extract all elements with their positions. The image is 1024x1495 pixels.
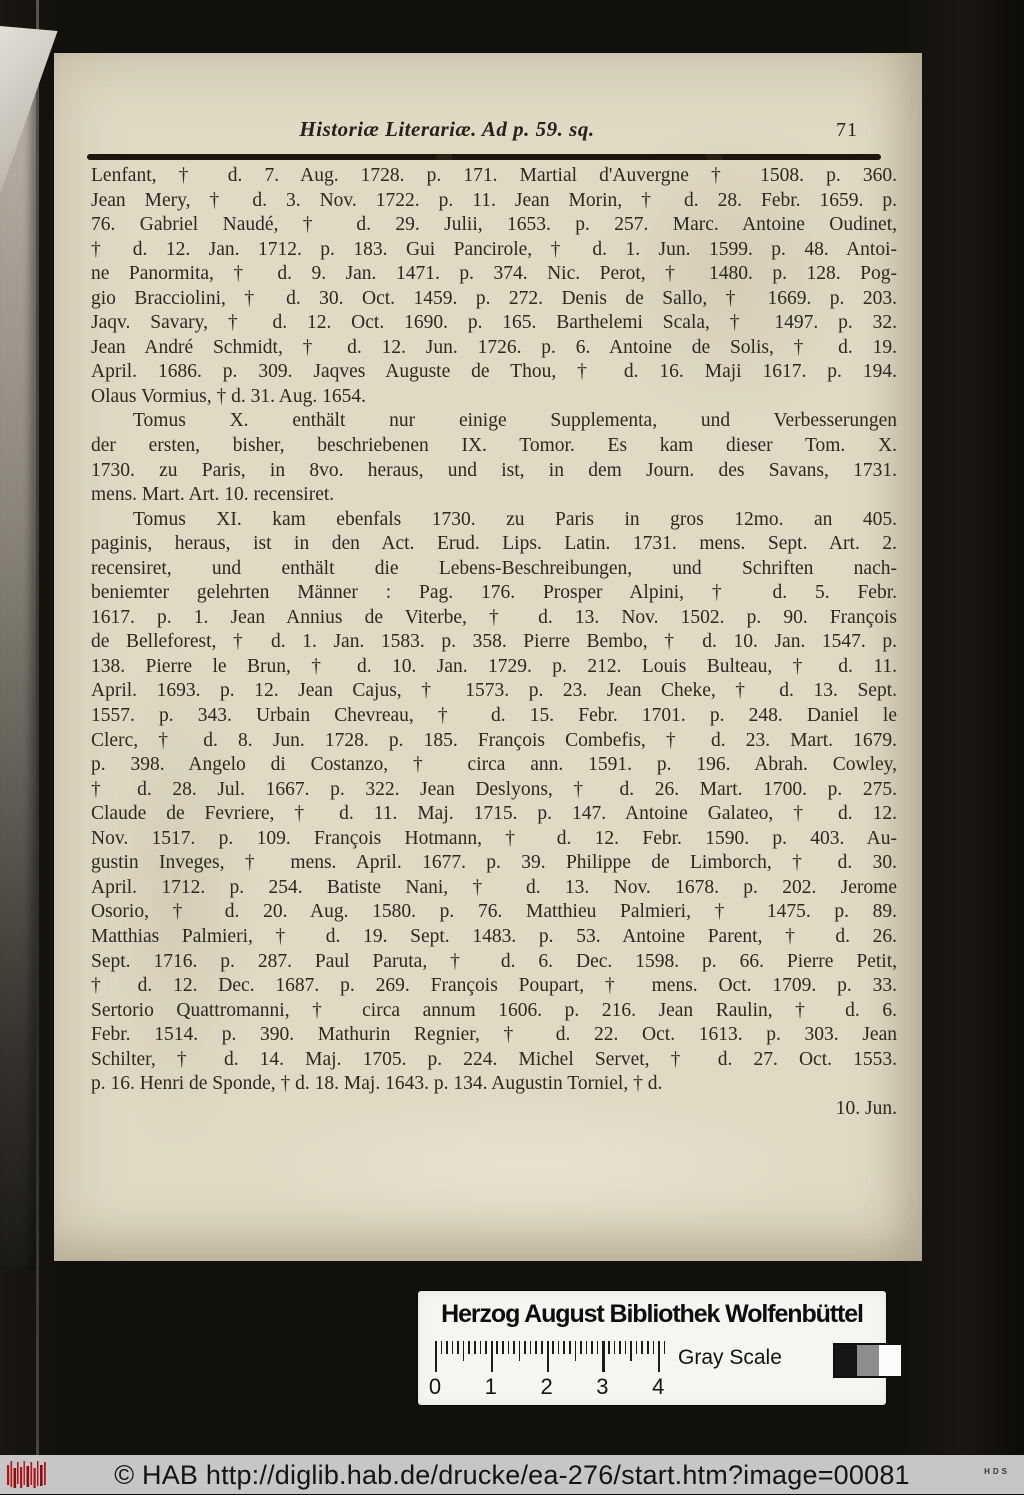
- ruler-tick: [636, 1341, 638, 1354]
- ruler-tick: [625, 1341, 627, 1354]
- ruler-tick: [591, 1341, 593, 1354]
- text-line: Osorio, † d. 20. Aug. 1580. p. 76. Matthieu Palmieri, † 1475. p. 89.: [91, 901, 897, 923]
- ruler-tick: [480, 1341, 482, 1354]
- ruler-tick: [535, 1341, 537, 1354]
- ruler-tick: [569, 1341, 571, 1354]
- ruler-tick: [485, 1341, 487, 1354]
- text-line: gio Bracciolini, † d. 30. Oct. 1459. p. 272. Denis de Sallo, † 1669. p. 203.: [91, 287, 897, 309]
- ruler-tick: [524, 1341, 526, 1354]
- text-line: paginis, heraus, ist in den Act. Erud. Lips. Latin. 1731. mens. Sept. Art. 2.: [91, 533, 897, 555]
- ruler-tick: [491, 1341, 493, 1372]
- text-line: p. 398. Angelo di Costanzo, † circa ann. 1591. p. 196. Abrah. Cowley,: [91, 754, 897, 776]
- text-line: † d. 28. Jul. 1667. p. 322. Jean Deslyons, † d. 26. Mart. 1700. p. 275.: [91, 778, 897, 800]
- ruler-tick: [641, 1341, 643, 1354]
- gray-scale-label: Gray Scale: [678, 1346, 782, 1369]
- text-line: Tomus XI. kam ebenfals 1730. zu Paris in gros 12mo. an 405.: [133, 508, 897, 530]
- text-line: beniemter gelehrten Männer : Pag. 176. Prosper Alpini, † d. 5. Febr.: [91, 582, 897, 604]
- text-line: gustin Inveges, † mens. April. 1677. p. 39. Philippe de Limborch, † d. 30.: [91, 852, 897, 874]
- text-line: ne Panormita, † d. 9. Jan. 1471. p. 374. Nic. Perot, † 1480. p. 128. Pog-: [91, 263, 897, 285]
- ruler-tick: [563, 1341, 565, 1354]
- text-line: 76. Gabriel Naudé, † d. 29. Julii, 1653. p. 257. Marc. Antoine Oudinet,: [91, 214, 897, 236]
- ruler-tick: [547, 1341, 549, 1372]
- ruler-tick: [658, 1341, 660, 1372]
- ruler-tick: [575, 1341, 577, 1361]
- text-line: Sertorio Quattromanni, † circa annum 1606. p. 216. Jean Raulin, † d. 6.: [91, 999, 897, 1021]
- gray-scale-patches: [833, 1343, 903, 1378]
- text-line: † d. 12. Dec. 1687. p. 269. François Poupart, † mens. Oct. 1709. p. 33.: [91, 975, 897, 997]
- footer-strip: [0, 1455, 1024, 1494]
- ruler-tick: [647, 1341, 649, 1354]
- text-line: † d. 12. Jan. 1712. p. 183. Gui Pancirole, † d. 1. Jun. 1599. p. 48. Antoi-: [91, 238, 897, 260]
- header-rule: [87, 154, 881, 160]
- ruler-number: 0: [428, 1374, 442, 1399]
- text-line: Claude de Fevriere, † d. 11. Maj. 1715. p. 147. Antoine Galateo, † d. 12.: [91, 803, 897, 825]
- ruler-tick: [446, 1341, 448, 1354]
- ruler-number: 1: [484, 1374, 497, 1399]
- ruler-tick: [441, 1341, 443, 1354]
- ruler-number: 2: [540, 1374, 553, 1399]
- ruler-tick: [530, 1341, 532, 1354]
- text-line: der ersten, bisher, beschriebenen IX. Tomor. Es kam dieser Tom. X.: [91, 435, 897, 457]
- ruler-tick: [435, 1341, 437, 1372]
- ruler-tick: [474, 1341, 476, 1354]
- ruler-tick: [653, 1341, 655, 1354]
- library-name: Herzog August Bibliothek Wolfenbüttel: [441, 1300, 863, 1328]
- text-line: 1557. p. 343. Urbain Chevreau, † d. 15. Febr. 1701. p. 248. Daniel le: [91, 705, 897, 727]
- text-line: Olaus Vormius, † d. 31. Aug. 1654.: [91, 385, 367, 407]
- scanned-book-page: [54, 53, 922, 1261]
- scan-edge-line: [36, 0, 39, 1494]
- ruler-tick: [513, 1341, 515, 1354]
- text-line: recensiret, und enthält die Lebens-Beschreibungen, und Schriften nach-: [91, 557, 897, 579]
- text-line: Jean André Schmidt, † d. 12. Jun. 1726. p. 6. Antoine de Solis, † d. 19.: [91, 336, 897, 358]
- book-page-edges: [0, 52, 36, 1270]
- ruler-tick: [614, 1341, 616, 1354]
- text-line: mens. Mart. Art. 10. recensiret.: [91, 484, 335, 506]
- ruler-tick: [452, 1341, 454, 1354]
- gray-scale-patch: [879, 1345, 901, 1376]
- text-line: de Belleforest, † d. 1. Jan. 1583. p. 358. Pierre Bembo, † d. 10. Jan. 1547. p.: [91, 631, 897, 653]
- gray-scale-patch: [857, 1345, 879, 1376]
- ruler-tick: [508, 1341, 510, 1354]
- text-line: Clerc, † d. 8. Jun. 1728. p. 185. François Combefis, † d. 23. Mart. 1679.: [91, 729, 897, 751]
- text-line: Febr. 1514. p. 390. Mathurin Regnier, † d. 22. Oct. 1613. p. 303. Jean: [91, 1024, 897, 1046]
- text-line: Schilter, † d. 14. Maj. 1705. p. 224. Michel Servet, † d. 27. Oct. 1553.: [91, 1048, 897, 1070]
- text-line: Nov. 1517. p. 109. François Hotmann, † d. 12. Febr. 1590. p. 403. Au-: [91, 827, 897, 849]
- ruler-tick: [597, 1341, 599, 1354]
- ruler-tick: [468, 1341, 470, 1354]
- ruler-tick: [463, 1341, 465, 1361]
- ruler-tick: [664, 1341, 666, 1354]
- header-title: Historiæ Literariæ. Ad p. 59. sq.: [299, 117, 595, 141]
- text-line: April. 1712. p. 254. Batiste Nani, † d. 13. Nov. 1678. p. 202. Jerome: [91, 876, 897, 898]
- ruler-tick: [541, 1341, 543, 1354]
- ruler-tick: [630, 1341, 632, 1361]
- page-text: [91, 164, 897, 1121]
- ruler-number: 4: [652, 1374, 665, 1399]
- text-line: 138. Pierre le Brun, † d. 10. Jan. 1729. p. 212. Louis Bulteau, † d. 11.: [91, 655, 897, 677]
- paragraph: [91, 508, 897, 1122]
- text-line: p. 16. Henri de Sponde, † d. 18. Maj. 1643. p. 134. Augustin Torniel, † d.: [91, 1073, 663, 1095]
- gray-scale-patch: [835, 1345, 857, 1376]
- centimeter-ruler: [428, 1341, 685, 1399]
- ruler-tick: [586, 1341, 588, 1354]
- ruler-number: 3: [596, 1374, 609, 1399]
- page-number: 71: [836, 119, 858, 141]
- text-line: Lenfant, † d. 7. Aug. 1728. p. 171. Martial d'Auvergne † 1508. p. 360.: [91, 165, 897, 186]
- text-line: 1617. p. 1. Jean Annius de Viterbe, † d. 13. Nov. 1502. p. 90. François: [91, 606, 897, 628]
- ruler-tick: [552, 1341, 554, 1354]
- ruler-tick: [502, 1341, 504, 1354]
- paragraph: [91, 409, 897, 507]
- ruler-tick: [608, 1341, 610, 1354]
- ruler-tick: [558, 1341, 560, 1354]
- text-line: Jaqv. Savary, † d. 12. Oct. 1690. p. 165. Barthelemi Scala, † 1497. p. 32.: [91, 312, 897, 334]
- ruler-tick: [457, 1341, 459, 1354]
- paragraph: [91, 164, 897, 409]
- running-header: [92, 117, 884, 149]
- text-line: Tomus X. enthält nur einige Supplementa, und Verbesserungen: [133, 410, 897, 432]
- text-line: 1730. zu Paris, in 8vo. heraus, und ist, in dem Journ. des Savans, 1731.: [91, 459, 897, 481]
- copyright-url: © HAB http://diglib.hab.de/drucke/ea-276/start.htm?image=00081: [114, 1460, 910, 1490]
- text-line: April. 1693. p. 12. Jean Cajus, † 1573. p. 23. Jean Cheke, † d. 13. Sept.: [91, 680, 897, 702]
- ruler-tick: [519, 1341, 521, 1361]
- ruler-tick: [496, 1341, 498, 1354]
- ruler-tick: [619, 1341, 621, 1354]
- catchword-line: 10. Jun.: [835, 1097, 897, 1119]
- text-line: Sept. 1716. p. 287. Paul Paruta, † d. 6. Dec. 1598. p. 66. Pierre Petit,: [91, 950, 897, 972]
- library-banner: [418, 1291, 886, 1405]
- corner-mark: HDS: [984, 1467, 1010, 1476]
- text-line: Jean Mery, † d. 3. Nov. 1722. p. 11. Jean Morin, † d. 28. Febr. 1659. p.: [91, 189, 897, 211]
- ruler-tick: [602, 1341, 604, 1372]
- text-line: Matthias Palmieri, † d. 19. Sept. 1483. p. 53. Antoine Parent, † d. 26.: [91, 925, 897, 947]
- text-line: April. 1686. p. 309. Jaqves Auguste de Thou, † d. 16. Maji 1617. p. 194.: [91, 361, 897, 383]
- ruler-tick: [580, 1341, 582, 1354]
